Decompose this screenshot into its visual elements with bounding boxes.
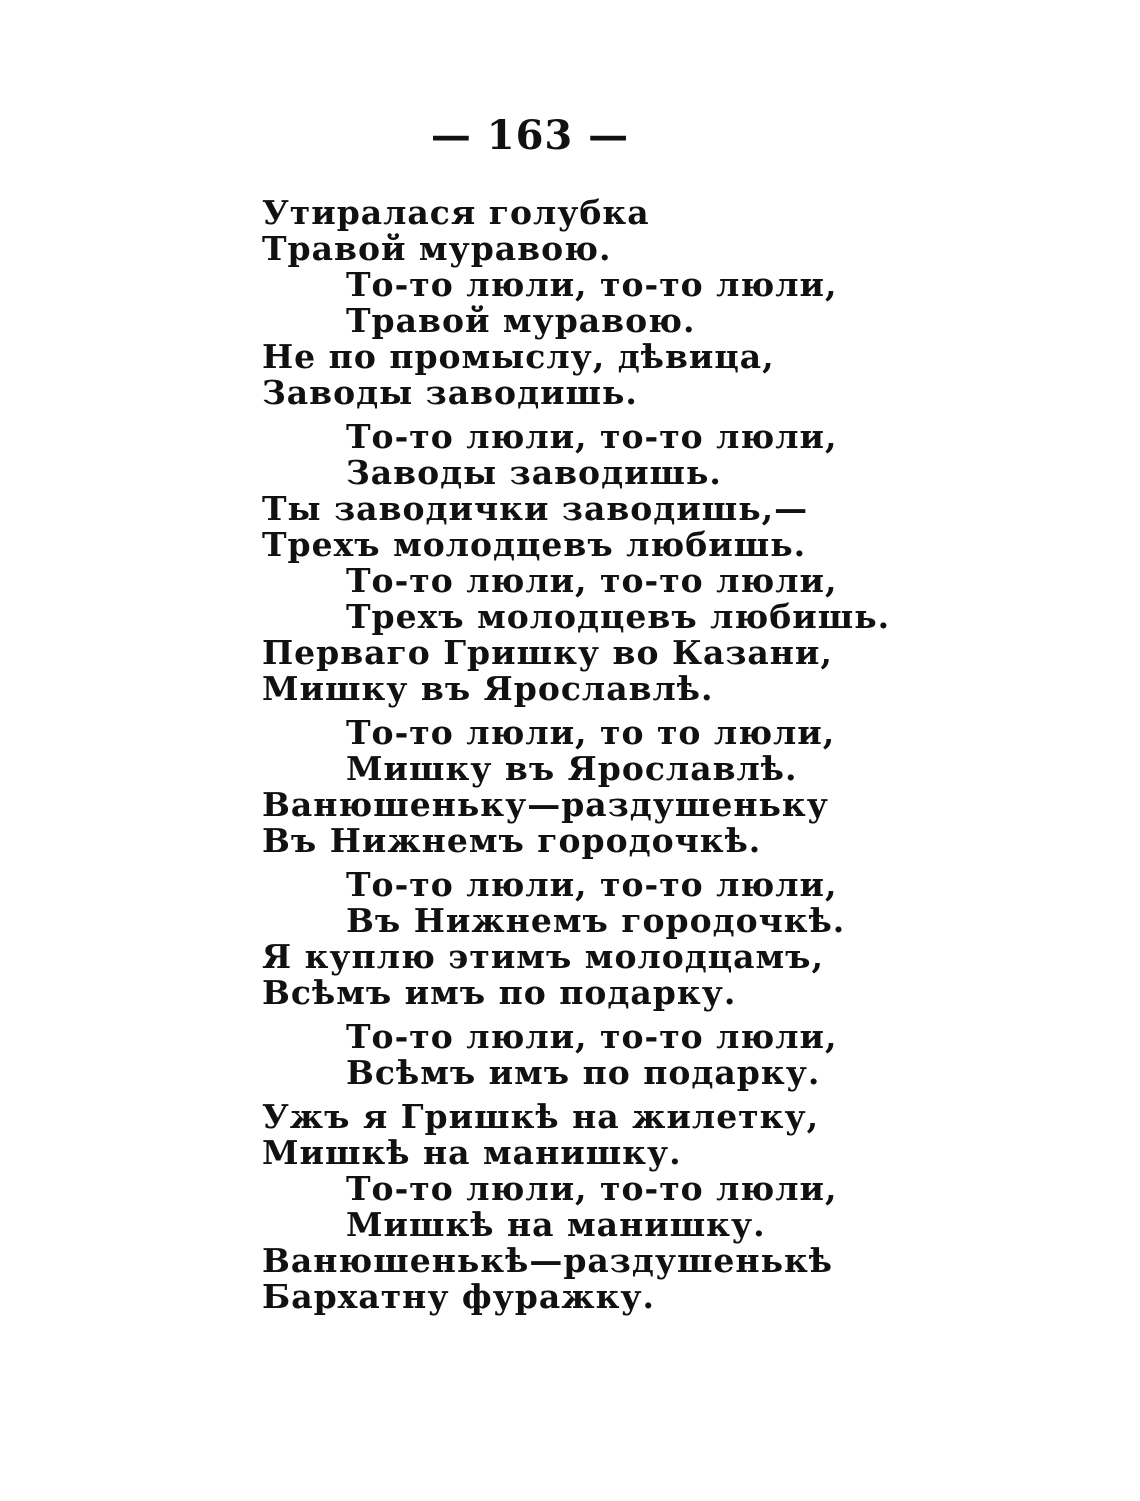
poem-body: [262, 193, 891, 1316]
poem-line: Заводы заводишь.: [262, 373, 638, 412]
poem-refrain-line: Трехъ молодцевъ любишь.: [346, 597, 891, 636]
poem-line: Мишкѣ на манишку.: [262, 1133, 682, 1172]
poem-line: Я куплю этимъ молодцамъ,: [262, 937, 824, 976]
poem-line: Ты заводички заводишь,—: [262, 489, 809, 528]
poem-refrain-line: То-то люли, то-то люли,: [346, 417, 838, 456]
poem-refrain-line: Травой муравою.: [346, 301, 696, 340]
poem-line: Перваго Гришку во Казани,: [262, 633, 833, 672]
poem-refrain-line: То-то люли, то-то люли,: [346, 561, 838, 600]
poem-refrain-line: То-то люли, то то люли,: [346, 713, 836, 752]
poem-refrain-line: То-то люли, то-то люли,: [346, 1017, 838, 1056]
poem-line: Ванюшенькѣ—раздушенькѣ: [262, 1241, 833, 1280]
poem-line: Мишку въ Ярославлѣ.: [262, 669, 714, 708]
poem-refrain-line: То-то люли, то-то люли,: [346, 1169, 838, 1208]
poem-refrain-line: Мишкѣ на манишку.: [346, 1205, 766, 1244]
poem-line: Утиралася голубка: [262, 193, 650, 232]
page-number: — 163 —: [430, 112, 630, 159]
poem-refrain-line: Мишку въ Ярославлѣ.: [346, 749, 798, 788]
poem-line: Не по промыслу, дѣвица,: [262, 337, 775, 376]
poem-line: Бархатну фуражку.: [262, 1277, 656, 1316]
poem-refrain-line: Въ Нижнемъ городочкѣ.: [346, 901, 846, 940]
poem-refrain-line: То-то люли, то-то люли,: [346, 865, 838, 904]
poem-line: Въ Нижнемъ городочкѣ.: [262, 821, 762, 860]
poem-line: Травой муравою.: [262, 229, 612, 268]
poem-line: Ванюшеньку—раздушеньку: [262, 785, 829, 824]
poem-refrain-line: Всѣмъ имъ по подарку.: [346, 1053, 821, 1092]
poem-refrain-line: Заводы заводишь.: [346, 453, 722, 492]
poem-line: Ужъ я Гришкѣ на жилетку,: [262, 1097, 820, 1136]
poem-line: Всѣмъ имъ по подарку.: [262, 973, 737, 1012]
poem-refrain-line: То-то люли, то-то люли,: [346, 265, 838, 304]
poem-line: Трехъ молодцевъ любишь.: [262, 525, 807, 564]
